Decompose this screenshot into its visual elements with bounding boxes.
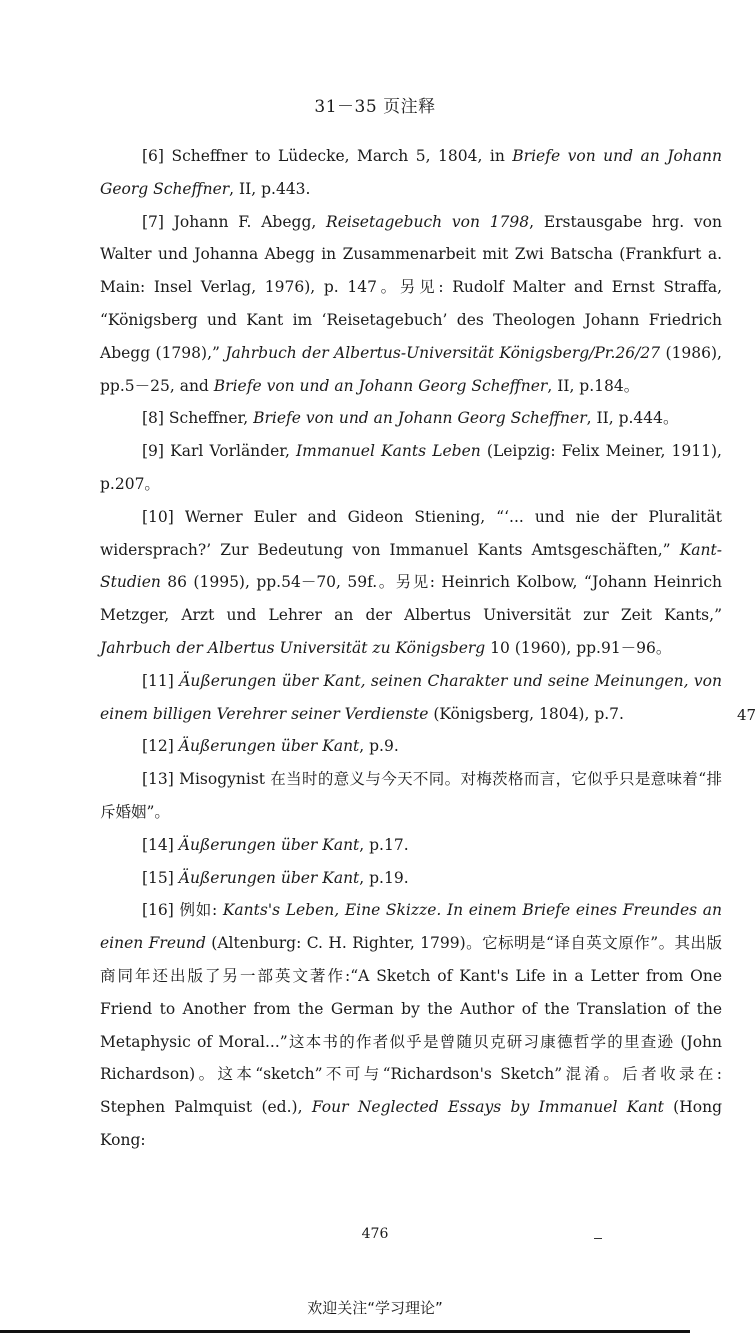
- endnote-item: [100, 140, 722, 206]
- endnote-number: [12]: [142, 737, 179, 756]
- endnote-text: , II, p.443.: [229, 179, 311, 198]
- endnote-item: [100, 894, 722, 1156]
- endnote-italic-title: Briefe von und an Johann Georg Scheffner: [213, 376, 548, 395]
- endnote-italic-title: Äußerungen über Kant: [178, 868, 360, 887]
- endnote-number: [14]: [142, 835, 179, 854]
- endnote-text: , Erstausgabe hrg. von Walter und Johanna Abegg in Zusammenarbeit mit Zwi Batscha (Frankfurt a. Main: Insel Verlag, 1976), p. 147。另见: Rudolf Malter and Ernst Straffa, “Königsberg und Kant im ‘Reisetagebuch’ des Theologen Johann Friedrich Abegg (1798),”: [100, 212, 722, 362]
- endnote-text: (Leipzig: Felix Meiner, 1911), p.207。: [100, 442, 722, 493]
- endnote-italic-title: Four Neglected Essays by Immanuel Kant: [311, 1098, 664, 1117]
- endnote-text: 10 (1960), pp.91－96。: [485, 638, 672, 657]
- endnote-item: [100, 402, 722, 435]
- endnote-item: [100, 665, 722, 731]
- endnote-text: Johann F. Abegg,: [173, 212, 327, 231]
- endnote-italic-title: Jahrbuch der Albertus-Universität Königsberg/Pr.26/27: [225, 343, 661, 362]
- endnote-item: [100, 829, 722, 862]
- endnote-number: [10]: [142, 507, 185, 526]
- endnote-number: [7]: [142, 212, 174, 231]
- page-header: 31－35 页注释: [314, 97, 436, 117]
- endnote-text: (Königsberg, 1804), p.7.: [428, 704, 624, 723]
- endnote-italic-title: Kant-Studien: [100, 540, 722, 592]
- endnote-italic-title: Kants's Leben, Eine Skizze. In einem Briefe eines Freundes an einen Freund: [100, 901, 722, 953]
- endnote-item: [100, 206, 722, 403]
- endnote-text: Misogynist 在当时的意义与今天不同。对梅茨格而言，它似乎只是意味着“排斥婚姻”。: [100, 770, 722, 821]
- endnote-text: , p.19.: [359, 868, 409, 887]
- endnote-text: Scheffner,: [168, 409, 254, 428]
- endnote-italic-title: Äußerungen über Kant: [178, 835, 360, 854]
- endnote-italic-title: Briefe von und an Johann Georg Scheffner: [253, 409, 587, 428]
- endnote-text: Karl Vorländer,: [170, 442, 297, 461]
- endnote-text: (1986), pp.5－25, and: [100, 343, 722, 395]
- endnote-text: , II, p.184。: [547, 376, 640, 395]
- endnote-number: [13]: [142, 770, 180, 789]
- endnote-number: [8]: [142, 409, 169, 428]
- endnote-text: (Hong Kong:: [100, 1098, 722, 1149]
- endnote-number: [6]: [142, 147, 172, 165]
- endnote-italic-title: Reisetagebuch von 1798: [326, 212, 530, 231]
- page-number: 476: [361, 1226, 389, 1242]
- endnote-number: [11]: [142, 671, 180, 690]
- footer-watermark-text: 欢迎关注“学习理论”: [307, 1299, 443, 1317]
- endnote-italic-title: Briefe von und an Johann Georg Scheffner: [100, 147, 723, 198]
- endnote-italic-title: Immanuel Kants Leben: [296, 442, 481, 461]
- endnote-item: [100, 862, 722, 895]
- endnote-text: , p.17.: [359, 835, 409, 854]
- footer-rule: [0, 1330, 690, 1333]
- endnotes-list: [100, 140, 722, 1157]
- endnote-italic-title: Äußerungen über Kant, seinen Charakter und seine Meinungen, von einem billigen Verehrer seiner Verdienste: [100, 671, 722, 723]
- endnote-italic-title: Jahrbuch der Albertus Universität zu Königsberg: [100, 638, 486, 657]
- endnote-item: [100, 501, 722, 665]
- endnote-number: [15]: [142, 868, 179, 887]
- endnote-text: Werner Euler and Gideon Stiening, “‘... und nie der Pluralität widersprach?’ Zur Bedeutung von Immanuel Kants Amtsgeschäften,”: [100, 507, 722, 559]
- endnote-italic-title: Äußerungen über Kant: [178, 737, 360, 756]
- endnote-text: (Altenburg: C. H. Righter, 1799)。它标明是“译自英文原作”。其出版商同年还出版了另一部英文著作:“A Sketch of Kant's Life in a Letter from One Friend to Another from the German by the Author of the Translation of the Metaphysic of Moral...”这本书的作者似乎是曾随贝克研习康德哲学的里查逊 (John Richardson)。这本“sketch”不可与“Richardson's Sketch”混淆。后者收录在: Stephen Palmquist (ed.),: [100, 934, 722, 1117]
- endnote-item: [100, 763, 722, 829]
- endnote-text: 例如:: [179, 901, 223, 920]
- endnote-item: [100, 730, 722, 763]
- endnote-number: [16]: [142, 901, 180, 920]
- margin-mark: 47: [737, 706, 756, 724]
- endnote-text: Scheffner to Lüdecke, March 5, 1804, in: [171, 147, 513, 165]
- endnote-item: [100, 435, 722, 501]
- endnote-text: 86 (1995), pp.54－70, 59f.。另见: Heinrich Kolbow, “Johann Heinrich Metzger, Arzt und Lehrer an der Albertus Universität zur Zeit Kants,”: [100, 573, 722, 625]
- endnote-text: , p.9.: [359, 737, 399, 756]
- endnote-text: , II, p.444。: [586, 409, 679, 428]
- endnote-number: [9]: [142, 442, 171, 461]
